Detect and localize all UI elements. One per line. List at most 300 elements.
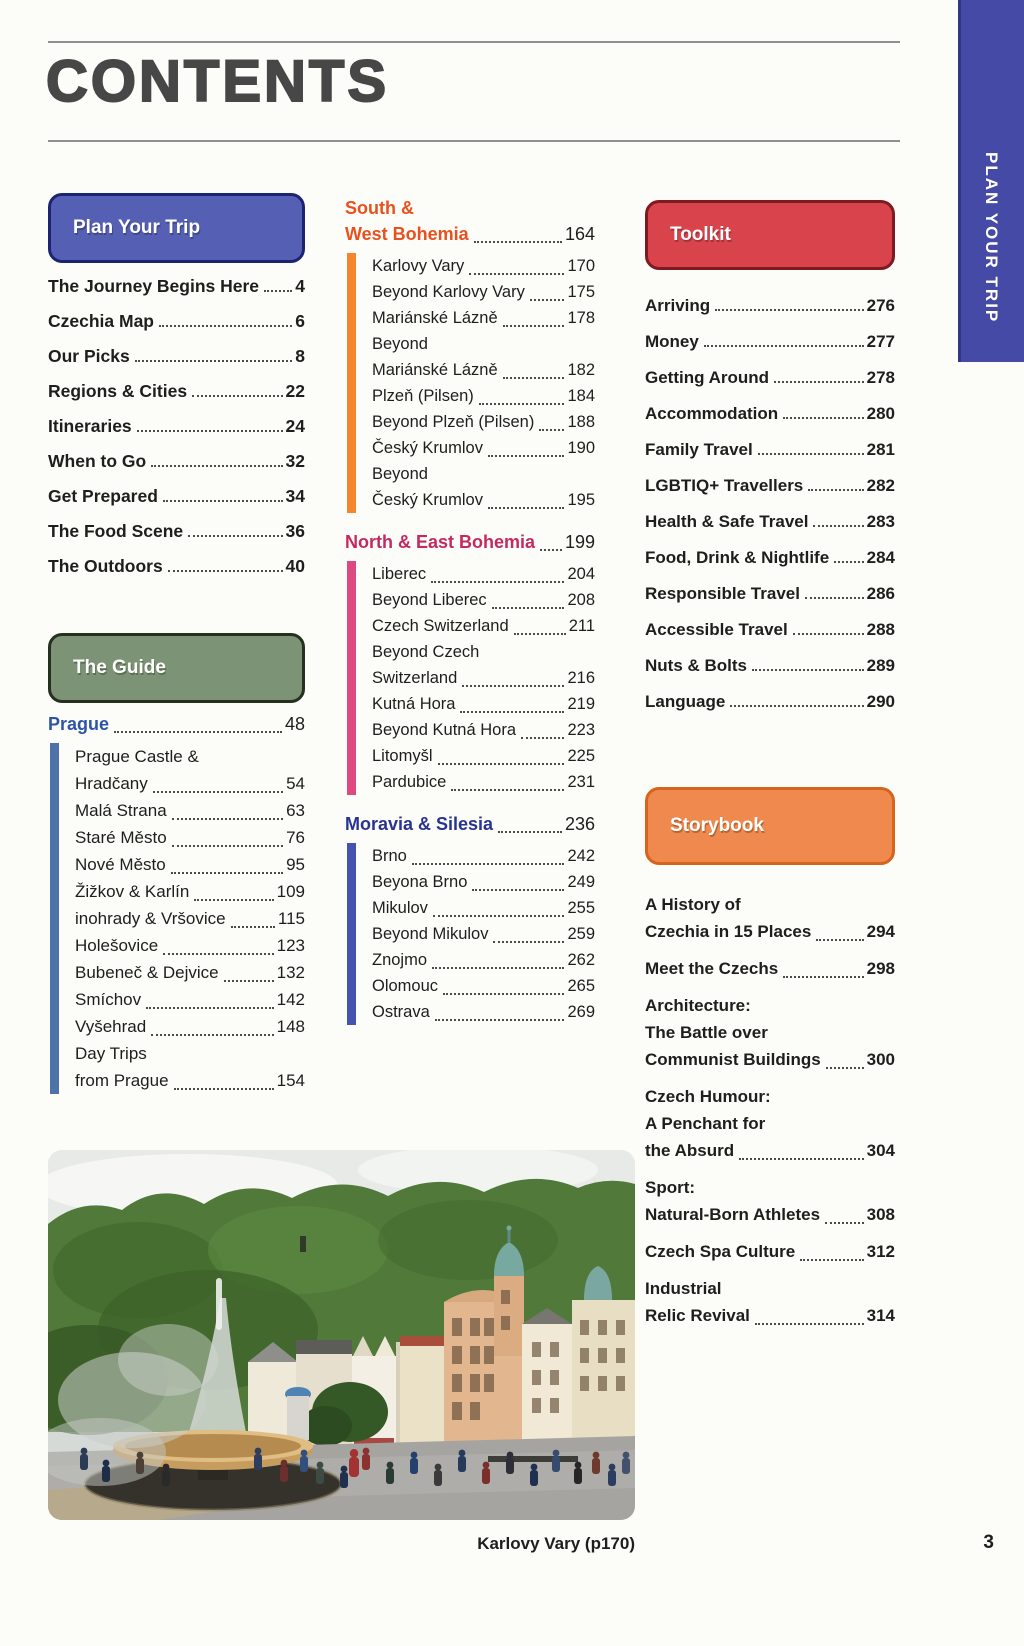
- region-heading-line: [345, 811, 595, 837]
- toc-entry: [48, 452, 305, 471]
- toc-entry-line: [372, 305, 595, 331]
- toc-entry-page: 276: [866, 296, 895, 315]
- toc-entry-page: 304: [866, 1141, 895, 1160]
- dotted-leader: [730, 705, 863, 707]
- toc-entry-page: 278: [866, 368, 895, 387]
- toc-entry-page: 22: [285, 381, 305, 401]
- toc-entry-page: 255: [567, 899, 595, 917]
- toc-entry-label: Ostrava: [372, 1003, 430, 1021]
- plan-your-trip-badge-label: Plan Your Trip: [73, 217, 201, 238]
- dotted-leader: [114, 731, 282, 733]
- dotted-leader: [172, 818, 283, 820]
- toc-entry-line: [372, 895, 595, 921]
- dotted-leader: [539, 429, 564, 431]
- toc-entry-line: [645, 620, 895, 639]
- toc-entry-line: A History of: [645, 895, 741, 914]
- toc-entry-label: Regions & Cities: [48, 381, 188, 401]
- toc-entry: [645, 1174, 895, 1228]
- toc-entry: [48, 487, 305, 506]
- toc-entry: [372, 613, 595, 639]
- toc-entry: [75, 959, 305, 986]
- toc-entry-label: from Prague: [75, 1071, 169, 1090]
- folio-page-number: 3: [983, 1532, 994, 1553]
- toc-entry: [645, 404, 895, 423]
- toc-entry-line: [372, 587, 595, 613]
- toc-entry-page: 6: [295, 311, 305, 331]
- toc-entry-page: 294: [866, 922, 895, 941]
- toc-entry-line: [645, 584, 895, 603]
- toc-entry-page: 32: [285, 451, 305, 471]
- toc-entry-label: Language: [645, 692, 726, 711]
- toc-entry-label: Staré Město: [75, 828, 167, 847]
- toc-entry: [75, 824, 305, 851]
- dotted-leader: [460, 711, 564, 713]
- toc-entry: [372, 999, 595, 1025]
- toc-entry: [645, 548, 895, 567]
- toc-entry-label: Czech Spa Culture: [645, 1242, 796, 1261]
- toc-entry: [645, 620, 895, 639]
- dotted-leader: [192, 395, 282, 397]
- toc-entry-label: Family Travel: [645, 440, 753, 459]
- toc-entry: [48, 277, 305, 296]
- toc-entry-label: Brno: [372, 847, 407, 865]
- toc-entry-page: 225: [567, 747, 595, 765]
- region-heading-line: South &: [345, 198, 414, 218]
- dotted-leader: [783, 976, 863, 978]
- prague-entry: [48, 711, 305, 737]
- toc-entry-label: the Absurd: [645, 1141, 735, 1160]
- toc-entry-page: 298: [866, 959, 895, 978]
- dotted-leader: [472, 889, 564, 891]
- toc-entry: [372, 561, 595, 587]
- plan-your-trip-side-tab: [958, 0, 1024, 362]
- toc-entry-line: Beyond: [372, 465, 428, 483]
- toc-entry-label: Bubeneč & Dejvice: [75, 963, 219, 982]
- toc-entry-label: Czech Switzerland: [372, 617, 509, 635]
- dotted-leader: [488, 455, 565, 457]
- photo-caption: Karlovy Vary (p170): [477, 1534, 635, 1553]
- toc-entry-label: Beyona Brno: [372, 873, 468, 891]
- toc-entry-page: 148: [276, 1017, 305, 1036]
- storybook-entries: [645, 891, 895, 1329]
- toc-entry-line: Beyond Czech: [372, 643, 480, 661]
- toc-entry-label: Liberec: [372, 565, 427, 583]
- toc-entry: [645, 656, 895, 675]
- dotted-leader: [174, 1088, 274, 1090]
- toc-entry-page: 259: [567, 925, 595, 943]
- toc-entry-page: 288: [866, 620, 895, 639]
- region-entries: [347, 253, 595, 513]
- toc-entry-page: 190: [567, 439, 595, 457]
- toc-entry-label: Nuts & Bolts: [645, 656, 747, 675]
- toc-entry-line: [372, 843, 595, 869]
- toc-entry-label: Holešovice: [75, 936, 159, 955]
- toc-entry: [372, 409, 595, 435]
- toc-entry-page: 188: [567, 413, 595, 431]
- toc-entry-label: Get Prepared: [48, 486, 158, 506]
- toc-entry-page: 63: [286, 801, 305, 820]
- toc-entry-page: 289: [866, 656, 895, 675]
- dotted-leader: [808, 489, 863, 491]
- toc-entry-page: 109: [276, 882, 305, 901]
- toc-entry-label: Czechia in 15 Places: [645, 922, 812, 941]
- toc-entry-line: [372, 973, 595, 999]
- toc-entry-label: Mariánské Lázně: [372, 309, 498, 327]
- toc-entry-label: Mariánské Lázně: [372, 361, 498, 379]
- dotted-leader: [503, 325, 565, 327]
- toc-entry-line: [645, 476, 895, 495]
- toc-entry-page: 282: [866, 476, 895, 495]
- dotted-leader: [755, 1323, 864, 1325]
- toc-entry-label: Communist Buildings: [645, 1050, 821, 1069]
- toc-entry-page: 204: [567, 565, 595, 583]
- toc-entry: [48, 557, 305, 576]
- page-title: CONTENTS: [46, 49, 389, 114]
- toc-entry-line: [372, 357, 595, 383]
- dotted-leader: [171, 872, 283, 874]
- toc-entry-page: 182: [567, 361, 595, 379]
- toc-entry: [645, 332, 895, 351]
- dotted-leader: [492, 607, 565, 609]
- toc-entry-label: Olomouc: [372, 977, 439, 995]
- column-toolkit-storybook: [645, 200, 895, 1339]
- toc-entry-page: 115: [277, 909, 305, 928]
- toc-entry: [645, 512, 895, 531]
- toc-entry-label: Beyond Mikulov: [372, 925, 489, 943]
- toc-entry-page: 95: [286, 855, 305, 874]
- toc-entry-line: [645, 440, 895, 459]
- dotted-leader: [503, 377, 565, 379]
- toc-entry: [372, 383, 595, 409]
- dotted-leader: [462, 685, 564, 687]
- toc-entry-line: [48, 277, 305, 296]
- toc-entry: [372, 869, 595, 895]
- dotted-leader: [435, 1019, 565, 1021]
- dotted-leader: [163, 953, 273, 955]
- toc-entry-label: Plzeň (Pilsen): [372, 387, 474, 405]
- dotted-leader: [433, 915, 565, 917]
- toc-entry: [645, 1275, 895, 1329]
- toc-entry-label: Relic Revival: [645, 1306, 750, 1325]
- toc-entry-line: [645, 296, 895, 315]
- toc-entry: [645, 368, 895, 387]
- toolkit-badge-label: Toolkit: [670, 224, 731, 245]
- prague-sub-entries: [50, 743, 305, 1094]
- toc-entry-page: 142: [276, 990, 305, 1009]
- dotted-leader: [514, 633, 566, 635]
- toc-entry: [645, 296, 895, 315]
- toc-entry-label: Český Krumlov: [372, 491, 483, 509]
- toc-entry-label: Beyond Liberec: [372, 591, 487, 609]
- toc-entry-label: Smíchov: [75, 990, 142, 1009]
- dotted-leader: [813, 525, 863, 527]
- toc-entry-line: [75, 1067, 305, 1094]
- toc-entry-label: Beyond Kutná Hora: [372, 721, 517, 739]
- dotted-leader: [443, 993, 564, 995]
- toc-entry-line: [48, 452, 305, 471]
- toc-entry: [372, 461, 595, 513]
- dotted-leader: [438, 763, 565, 765]
- toc-entry: [75, 1040, 305, 1094]
- dotted-leader: [194, 899, 273, 901]
- toc-entry-line: [372, 921, 595, 947]
- toc-entry-page: 154: [276, 1071, 305, 1090]
- storybook-badge-label: Storybook: [670, 815, 764, 836]
- the-guide-badge-label: The Guide: [73, 657, 166, 678]
- toc-entry: [75, 932, 305, 959]
- toc-entry-page: 208: [567, 591, 595, 609]
- toc-entry-label: Český Krumlov: [372, 439, 483, 457]
- toc-entry-label: Karlovy Vary: [372, 257, 465, 275]
- toc-entry-line: [645, 1046, 895, 1073]
- region-page-number: 199: [564, 532, 595, 552]
- dotted-leader: [479, 403, 565, 405]
- dotted-leader: [469, 273, 564, 275]
- toc-entry-line: Beyond: [372, 335, 428, 353]
- toc-entry-line: [48, 487, 305, 506]
- region-heading: [345, 195, 595, 247]
- toc-entry-page: 36: [285, 521, 305, 541]
- toc-entry-label: Arriving: [645, 296, 711, 315]
- toc-entry-page: 223: [567, 721, 595, 739]
- toc-entry-line: The Battle over: [645, 1023, 768, 1042]
- toc-entry-page: 249: [567, 873, 595, 891]
- toc-entry-line: [372, 561, 595, 587]
- toc-entry-label: Accessible Travel: [645, 620, 788, 639]
- toc-entry-line: [645, 955, 895, 982]
- toc-entry-line: Sport:: [645, 1178, 696, 1197]
- toc-entry-page: 216: [567, 669, 595, 687]
- region-entries: [347, 843, 595, 1025]
- toc-entry-line: [48, 417, 305, 436]
- toc-entry-line: [48, 557, 305, 576]
- toc-entry-label: Nové Město: [75, 855, 166, 874]
- toc-entry-label: Malá Strana: [75, 801, 167, 820]
- toc-entry-line: [75, 959, 305, 986]
- toc-entry: [75, 905, 305, 932]
- dotted-leader: [163, 500, 283, 502]
- toc-entry-line: [645, 404, 895, 423]
- plan-your-trip-heading-badge: [48, 193, 305, 263]
- toc-entry-line: [75, 878, 305, 905]
- toc-entry-page: 262: [567, 951, 595, 969]
- toc-entry-line: [372, 743, 595, 769]
- toc-entry-line: [372, 435, 595, 461]
- toc-entry-line: [372, 383, 595, 409]
- toc-entry: [645, 440, 895, 459]
- region-heading-line: [345, 221, 595, 247]
- toc-entry-line: [372, 769, 595, 795]
- dotted-leader: [231, 926, 275, 928]
- toc-entry-line: [645, 692, 895, 711]
- column-plan-and-guide: [48, 193, 305, 1094]
- toc-entry-line: Czech Humour:: [645, 1087, 771, 1106]
- toc-entry-page: 34: [285, 486, 305, 506]
- dotted-leader: [530, 299, 565, 301]
- toc-entry-label: Pardubice: [372, 773, 447, 791]
- toc-entry-label: Responsible Travel: [645, 584, 800, 603]
- toc-entry-line: [372, 409, 595, 435]
- dotted-leader: [826, 1067, 864, 1069]
- toc-entry-page: 277: [866, 332, 895, 351]
- region-heading-label: Moravia & Silesia: [345, 814, 494, 834]
- toc-entry: [75, 797, 305, 824]
- region-page-number: 164: [564, 224, 595, 244]
- toc-entry-line: [372, 869, 595, 895]
- dotted-leader: [752, 669, 864, 671]
- toc-entry-page: 4: [295, 276, 305, 296]
- toc-entry-line: [645, 332, 895, 351]
- toc-entry: [372, 843, 595, 869]
- toc-entry-line: A Penchant for: [645, 1114, 766, 1133]
- toc-entry-page: 231: [567, 773, 595, 791]
- toc-entry-line: [372, 253, 595, 279]
- toc-entry-line: [48, 312, 305, 331]
- region-north-east-bohemia: [345, 529, 595, 795]
- toc-entry-line: [372, 613, 595, 639]
- photo-illustration: [48, 1150, 635, 1520]
- dotted-leader: [816, 939, 863, 941]
- toc-entry: [372, 717, 595, 743]
- toc-entry: [645, 692, 895, 711]
- toc-entry: [75, 851, 305, 878]
- toc-entry: [75, 878, 305, 905]
- toc-entry: [372, 435, 595, 461]
- toc-entry-label: Switzerland: [372, 669, 458, 687]
- toc-entry: [75, 1013, 305, 1040]
- toc-entry-line: [645, 918, 895, 945]
- toc-entry-line: Day Trips: [75, 1044, 147, 1063]
- toc-entry: [645, 1238, 895, 1265]
- dotted-leader: [783, 417, 863, 419]
- toc-entry: [645, 584, 895, 603]
- dotted-leader: [498, 831, 562, 833]
- toolkit-entries: [645, 296, 895, 711]
- dotted-leader: [451, 789, 564, 791]
- toc-entry-line: [75, 986, 305, 1013]
- toc-entry-page: 8: [295, 346, 305, 366]
- toc-entry-label: Žižkov & Karlín: [75, 882, 190, 901]
- toc-entry: [372, 895, 595, 921]
- dotted-leader: [793, 633, 864, 635]
- dotted-leader: [493, 941, 564, 943]
- toc-entry-page: 123: [276, 936, 305, 955]
- toc-entry-line: [48, 382, 305, 401]
- toc-entry-line: [372, 665, 595, 691]
- toc-entry-line: [372, 487, 595, 513]
- karlovy-vary-photo: [48, 1150, 635, 1520]
- toc-entry: [645, 1083, 895, 1164]
- toc-entry-label: Vyšehrad: [75, 1017, 147, 1036]
- toc-entry-line: Architecture:: [645, 996, 751, 1015]
- dotted-leader: [805, 597, 864, 599]
- toc-entry-label: Natural-Born Athletes: [645, 1205, 821, 1224]
- toc-entry-line: [75, 797, 305, 824]
- toc-entry-line: [645, 1302, 895, 1329]
- toc-entry-label: The Journey Begins Here: [48, 276, 260, 296]
- toc-entry-line: [645, 1201, 895, 1228]
- toc-entry-page: 219: [567, 695, 595, 713]
- toc-entry-line: [645, 1238, 895, 1265]
- toc-entry: [372, 639, 595, 691]
- toc-entry: [48, 522, 305, 541]
- toc-entry-line: [645, 368, 895, 387]
- toc-entry-page: 76: [286, 828, 305, 847]
- toc-entry: [372, 769, 595, 795]
- toc-entry-line: [75, 824, 305, 851]
- top-rule: [48, 41, 900, 43]
- toc-entry: [48, 417, 305, 436]
- toc-entry: [372, 947, 595, 973]
- dotted-leader: [153, 791, 283, 793]
- dotted-leader: [168, 570, 283, 572]
- toc-entry-page: 242: [567, 847, 595, 865]
- column-regions: [345, 195, 595, 1041]
- dotted-leader: [264, 290, 292, 292]
- prague-label: Prague: [48, 714, 110, 734]
- region-entries: [347, 561, 595, 795]
- toc-entry-page: 54: [286, 774, 305, 793]
- region-heading-label: West Bohemia: [345, 224, 469, 244]
- toc-entry-line: [372, 691, 595, 717]
- dotted-leader: [412, 863, 565, 865]
- toc-entry-page: 280: [866, 404, 895, 423]
- dotted-leader: [739, 1158, 864, 1160]
- toc-entry-line: [645, 656, 895, 675]
- toc-entry-label: Kutná Hora: [372, 695, 456, 713]
- toc-entry-page: 290: [866, 692, 895, 711]
- dotted-leader: [135, 360, 293, 362]
- dotted-leader: [224, 980, 274, 982]
- toc-entry: [48, 382, 305, 401]
- toc-entry-line: [372, 947, 595, 973]
- toc-entry: [372, 253, 595, 279]
- dotted-leader: [758, 453, 864, 455]
- toc-entry-label: Food, Drink & Nightlife: [645, 548, 830, 567]
- toc-entry-page: 300: [866, 1050, 895, 1069]
- toc-entry-page: 184: [567, 387, 595, 405]
- dotted-leader: [488, 507, 565, 509]
- toc-entry-label: Getting Around: [645, 368, 770, 387]
- toc-entry-line: [372, 717, 595, 743]
- toc-entry-label: Znojmo: [372, 951, 428, 969]
- toc-entry-page: 132: [276, 963, 305, 982]
- toc-entry: [372, 305, 595, 331]
- toc-entry: [645, 992, 895, 1073]
- dotted-leader: [137, 430, 283, 432]
- dotted-leader: [521, 737, 564, 739]
- toc-entry: [75, 743, 305, 797]
- toc-entry: [372, 279, 595, 305]
- region-moravia-silesia: [345, 811, 595, 1025]
- prague-page-number: 48: [284, 714, 305, 734]
- toc-entry-line: Industrial: [645, 1279, 722, 1298]
- toc-entry-label: The Food Scene: [48, 521, 184, 541]
- dotted-leader: [540, 549, 562, 551]
- toc-entry-page: 40: [285, 556, 305, 576]
- the-guide-heading-badge: [48, 633, 305, 703]
- toc-entry-label: Accommodation: [645, 404, 779, 423]
- toc-entry-page: 265: [567, 977, 595, 995]
- toc-entry: [372, 587, 595, 613]
- dotted-leader: [431, 581, 564, 583]
- toc-entry-page: 284: [866, 548, 895, 567]
- toc-entry-line: [48, 347, 305, 366]
- toc-entry-label: inohrady & Vršovice: [75, 909, 226, 928]
- toc-entry-label: The Outdoors: [48, 556, 163, 576]
- toc-entry-page: 286: [866, 584, 895, 603]
- dotted-leader: [159, 325, 292, 327]
